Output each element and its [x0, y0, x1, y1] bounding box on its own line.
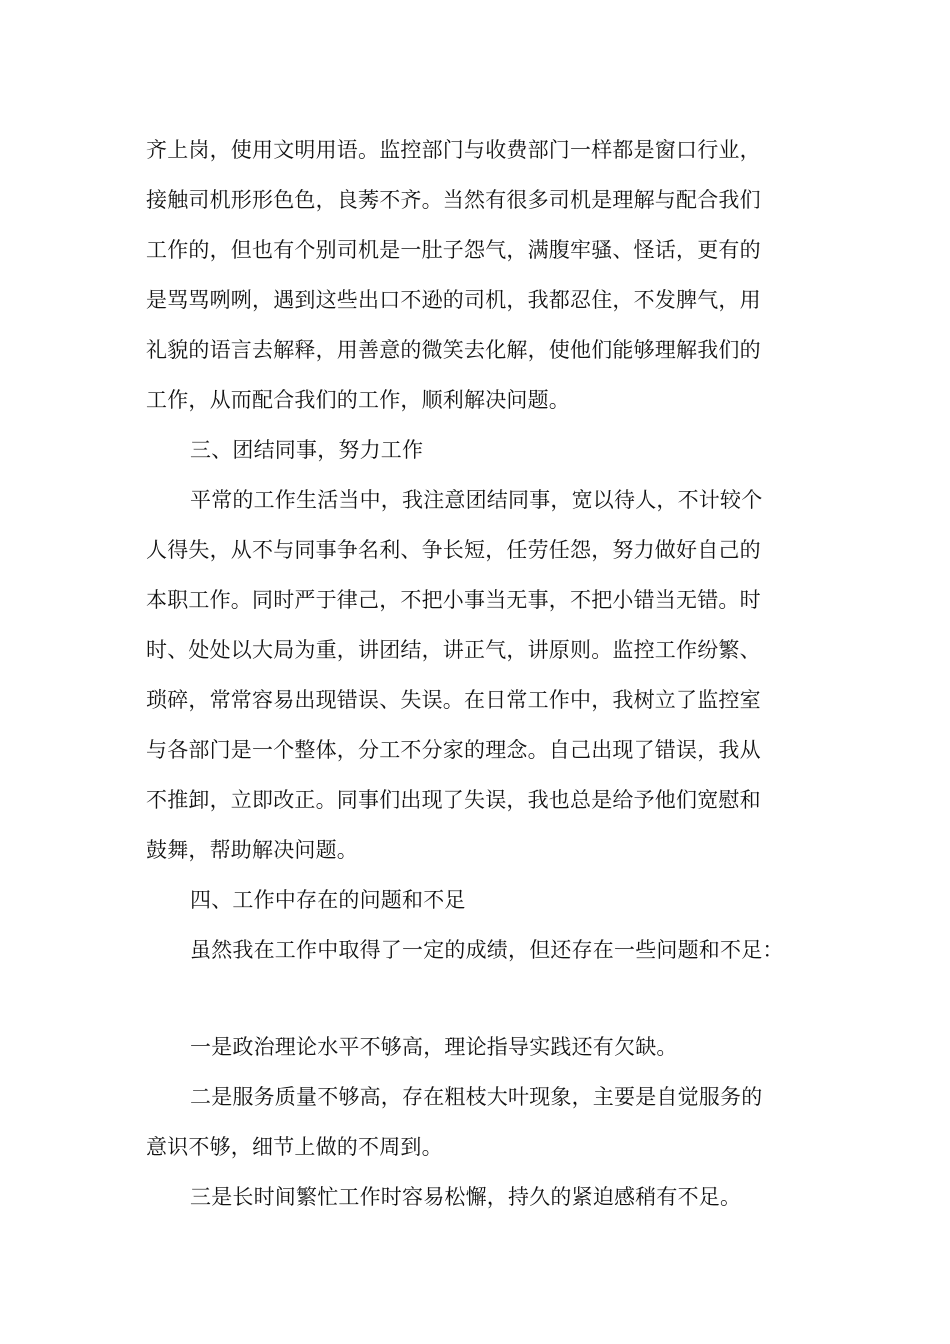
text-line: 时、处处以大局为重，讲团结，讲正气，讲原则。监控工作纷繁、 — [146, 638, 761, 662]
text-line: 意识不够，细节上做的不周到。 — [146, 1135, 443, 1159]
text-line: 礼貌的语言去解释，用善意的微笑去化解，使他们能够理解我们的 — [146, 338, 761, 362]
list-item: 二是服务质量不够高，存在粗枝大叶现象，主要是自觉服务的 — [190, 1085, 763, 1109]
text-line: 鼓舞，帮助解决问题。 — [146, 838, 358, 862]
text-line: 工作的，但也有个别司机是一肚子怨气，满腹牢骚、怪话，更有的 — [146, 238, 761, 262]
text-line: 齐上岗，使用文明用语。监控部门与收费部门一样都是窗口行业， — [146, 138, 761, 162]
text-line: 平常的工作生活当中，我注意团结同事，宽以待人，不计较个 — [190, 488, 763, 512]
text-line: 本职工作。同时严于律己，不把小事当无事，不把小错当无错。时 — [146, 588, 761, 612]
text-line: 人得失，从不与同事争名利、争长短，任劳任怨，努力做好自己的 — [146, 538, 761, 562]
text-line: 与各部门是一个整体，分工不分家的理念。自己出现了错误，我从 — [146, 738, 761, 762]
section-heading: 三、团结同事，努力工作 — [190, 438, 424, 462]
list-item: 三是长时间繁忙工作时容易松懈，持久的紧迫感稍有不足。 — [190, 1185, 742, 1209]
section-heading: 四、工作中存在的问题和不足 — [190, 888, 466, 912]
list-item: 一是政治理论水平不够高，理论指导实践还有欠缺。 — [190, 1035, 678, 1059]
text-line: 接触司机形形色色，良莠不齐。当然有很多司机是理解与配合我们 — [146, 188, 761, 212]
text-line: 虽然我在工作中取得了一定的成绩，但还存在一些问题和不足： — [190, 938, 784, 962]
text-line: 工作，从而配合我们的工作，顺利解决问题。 — [146, 388, 570, 412]
document-body — [146, 125, 811, 975]
text-line: 琐碎，常常容易出现错误、失误。在日常工作中，我树立了监控室 — [146, 688, 761, 712]
document-body-continued — [146, 1022, 811, 1222]
text-line: 是骂骂咧咧，遇到这些出口不逊的司机，我都忍住，不发脾气，用 — [146, 288, 761, 312]
text-line: 不推卸，立即改正。同事们出现了失误，我也总是给予他们宽慰和 — [146, 788, 761, 812]
